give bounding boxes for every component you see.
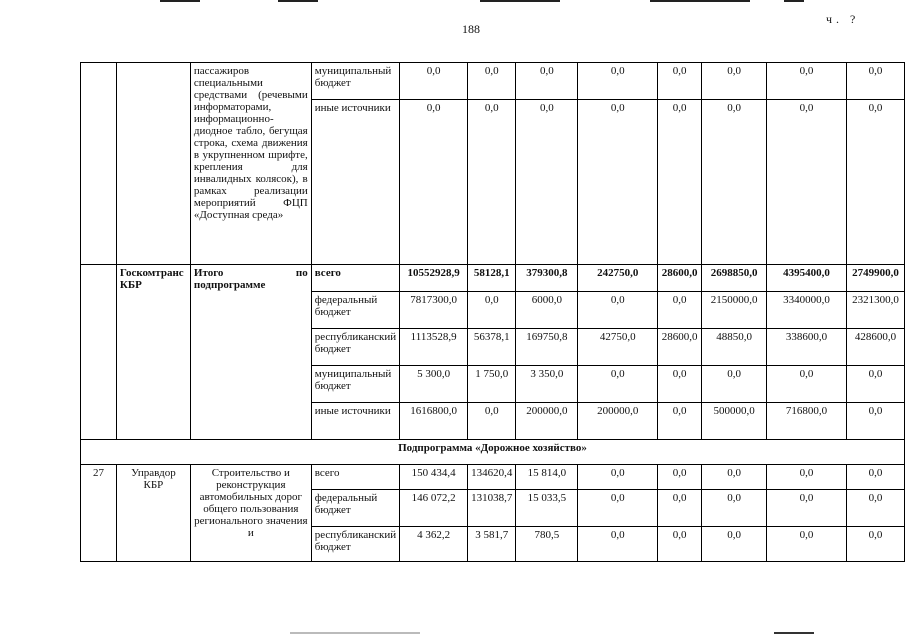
value-cell: 0,0: [767, 63, 847, 100]
value-cell: 169750,8: [516, 329, 578, 366]
value-cell: 0,0: [767, 465, 847, 490]
table-row: [81, 63, 905, 100]
value-cell: 5 300,0: [400, 366, 468, 403]
measure-description: Итого по подпрограмме: [190, 265, 311, 440]
budget-table: [80, 62, 905, 562]
value-cell: 1 750,0: [468, 366, 516, 403]
value-cell: 0,0: [767, 366, 847, 403]
funding-source: федеральный бюджет: [311, 292, 399, 329]
executor-cell: Управдор КБР: [116, 465, 190, 562]
value-cell: 0,0: [468, 100, 516, 265]
value-cell: 1113528,9: [400, 329, 468, 366]
num-cell: [81, 63, 117, 265]
value-cell: 0,0: [767, 527, 847, 562]
value-cell: 0,0: [846, 366, 904, 403]
value-cell: 0,0: [846, 63, 904, 100]
value-cell: 3 581,7: [468, 527, 516, 562]
value-cell: 134620,4: [468, 465, 516, 490]
value-cell: 58128,1: [468, 265, 516, 292]
value-cell: 0,0: [658, 292, 702, 329]
value-cell: 716800,0: [767, 403, 847, 440]
value-cell: 0,0: [846, 527, 904, 562]
value-cell: 0,0: [578, 63, 658, 100]
value-cell: 0,0: [578, 490, 658, 527]
table-row: [81, 265, 905, 292]
value-cell: 0,0: [578, 366, 658, 403]
value-cell: 3340000,0: [767, 292, 847, 329]
value-cell: 0,0: [846, 403, 904, 440]
value-cell: 2698850,0: [702, 265, 767, 292]
value-cell: 200000,0: [516, 403, 578, 440]
value-cell: 0,0: [468, 292, 516, 329]
value-cell: 0,0: [578, 527, 658, 562]
value-cell: 48850,0: [702, 329, 767, 366]
value-cell: 15 033,5: [516, 490, 578, 527]
funding-source: муниципальный бюджет: [311, 63, 399, 100]
funding-source: муниципальный бюджет: [311, 366, 399, 403]
corner-mark: ч. ?: [826, 12, 860, 26]
value-cell: 146 072,2: [400, 490, 468, 527]
value-cell: 0,0: [702, 63, 767, 100]
value-cell: 0,0: [578, 292, 658, 329]
value-cell: 0,0: [702, 527, 767, 562]
value-cell: 42750,0: [578, 329, 658, 366]
value-cell: 500000,0: [702, 403, 767, 440]
value-cell: 0,0: [767, 490, 847, 527]
value-cell: 0,0: [400, 100, 468, 265]
value-cell: 338600,0: [767, 329, 847, 366]
funding-source: всего: [311, 265, 399, 292]
value-cell: 0,0: [658, 100, 702, 265]
value-cell: 3 350,0: [516, 366, 578, 403]
funding-source: иные источники: [311, 403, 399, 440]
funding-source: республиканский бюджет: [311, 527, 399, 562]
value-cell: 379300,8: [516, 265, 578, 292]
value-cell: 0,0: [578, 100, 658, 265]
value-cell: 0,0: [658, 527, 702, 562]
scan-artifact-line: [278, 0, 318, 2]
value-cell: 0,0: [702, 465, 767, 490]
value-cell: 4395400,0: [767, 265, 847, 292]
value-cell: 56378,1: [468, 329, 516, 366]
value-cell: 0,0: [658, 490, 702, 527]
value-cell: 28600,0: [658, 265, 702, 292]
value-cell: 0,0: [658, 403, 702, 440]
value-cell: 0,0: [578, 465, 658, 490]
value-cell: 6000,0: [516, 292, 578, 329]
measure-description: пассажиров специальными средствами (речевыми информаторами, информационно-диодное табло, бегущая строка, схема движения в укрупненном шрифте, крепления для инвалидных колясок), в рамках реализации мероприятий ФЦП «Доступная среда»: [190, 63, 311, 265]
num-cell: 27: [81, 465, 117, 562]
value-cell: 2321300,0: [846, 292, 904, 329]
value-cell: 131038,7: [468, 490, 516, 527]
funding-source: всего: [311, 465, 399, 490]
value-cell: 428600,0: [846, 329, 904, 366]
value-cell: 242750,0: [578, 265, 658, 292]
value-cell: 0,0: [658, 63, 702, 100]
value-cell: 0,0: [702, 100, 767, 265]
value-cell: 200000,0: [578, 403, 658, 440]
executor-cell: [116, 63, 190, 265]
value-cell: 15 814,0: [516, 465, 578, 490]
num-cell: [81, 265, 117, 440]
value-cell: 0,0: [400, 63, 468, 100]
value-cell: 0,0: [702, 490, 767, 527]
value-cell: 0,0: [516, 63, 578, 100]
scan-artifact-line: [290, 632, 420, 634]
value-cell: 0,0: [468, 403, 516, 440]
value-cell: 150 434,4: [400, 465, 468, 490]
funding-source: федеральный бюджет: [311, 490, 399, 527]
scan-artifact-line: [480, 0, 560, 2]
value-cell: 10552928,9: [400, 265, 468, 292]
scan-artifact-line: [160, 0, 200, 2]
value-cell: 0,0: [468, 63, 516, 100]
scan-artifact-line: [774, 632, 814, 634]
value-cell: 0,0: [846, 100, 904, 265]
value-cell: 0,0: [658, 465, 702, 490]
subprogram-title: Подпрограмма «Дорожное хозяйство»: [81, 440, 905, 465]
value-cell: 0,0: [658, 366, 702, 403]
value-cell: 1616800,0: [400, 403, 468, 440]
table-row: [81, 440, 905, 465]
executor-cell: Госкомтранс КБР: [116, 265, 190, 440]
value-cell: 28600,0: [658, 329, 702, 366]
value-cell: 0,0: [516, 100, 578, 265]
value-cell: 4 362,2: [400, 527, 468, 562]
scan-artifact-line: [784, 0, 804, 2]
funding-source: иные источники: [311, 100, 399, 265]
measure-description: Строительство и реконструкция автомобильных дорог общего пользования регионального значения и: [190, 465, 311, 562]
value-cell: 2749900,0: [846, 265, 904, 292]
value-cell: 0,0: [767, 100, 847, 265]
funding-source: республиканский бюджет: [311, 329, 399, 366]
table-row: [81, 465, 905, 490]
value-cell: 2150000,0: [702, 292, 767, 329]
value-cell: 780,5: [516, 527, 578, 562]
scan-artifact-line: [650, 0, 750, 2]
value-cell: 0,0: [702, 366, 767, 403]
value-cell: 0,0: [846, 490, 904, 527]
page-number: 188: [462, 22, 480, 36]
value-cell: 7817300,0: [400, 292, 468, 329]
value-cell: 0,0: [846, 465, 904, 490]
